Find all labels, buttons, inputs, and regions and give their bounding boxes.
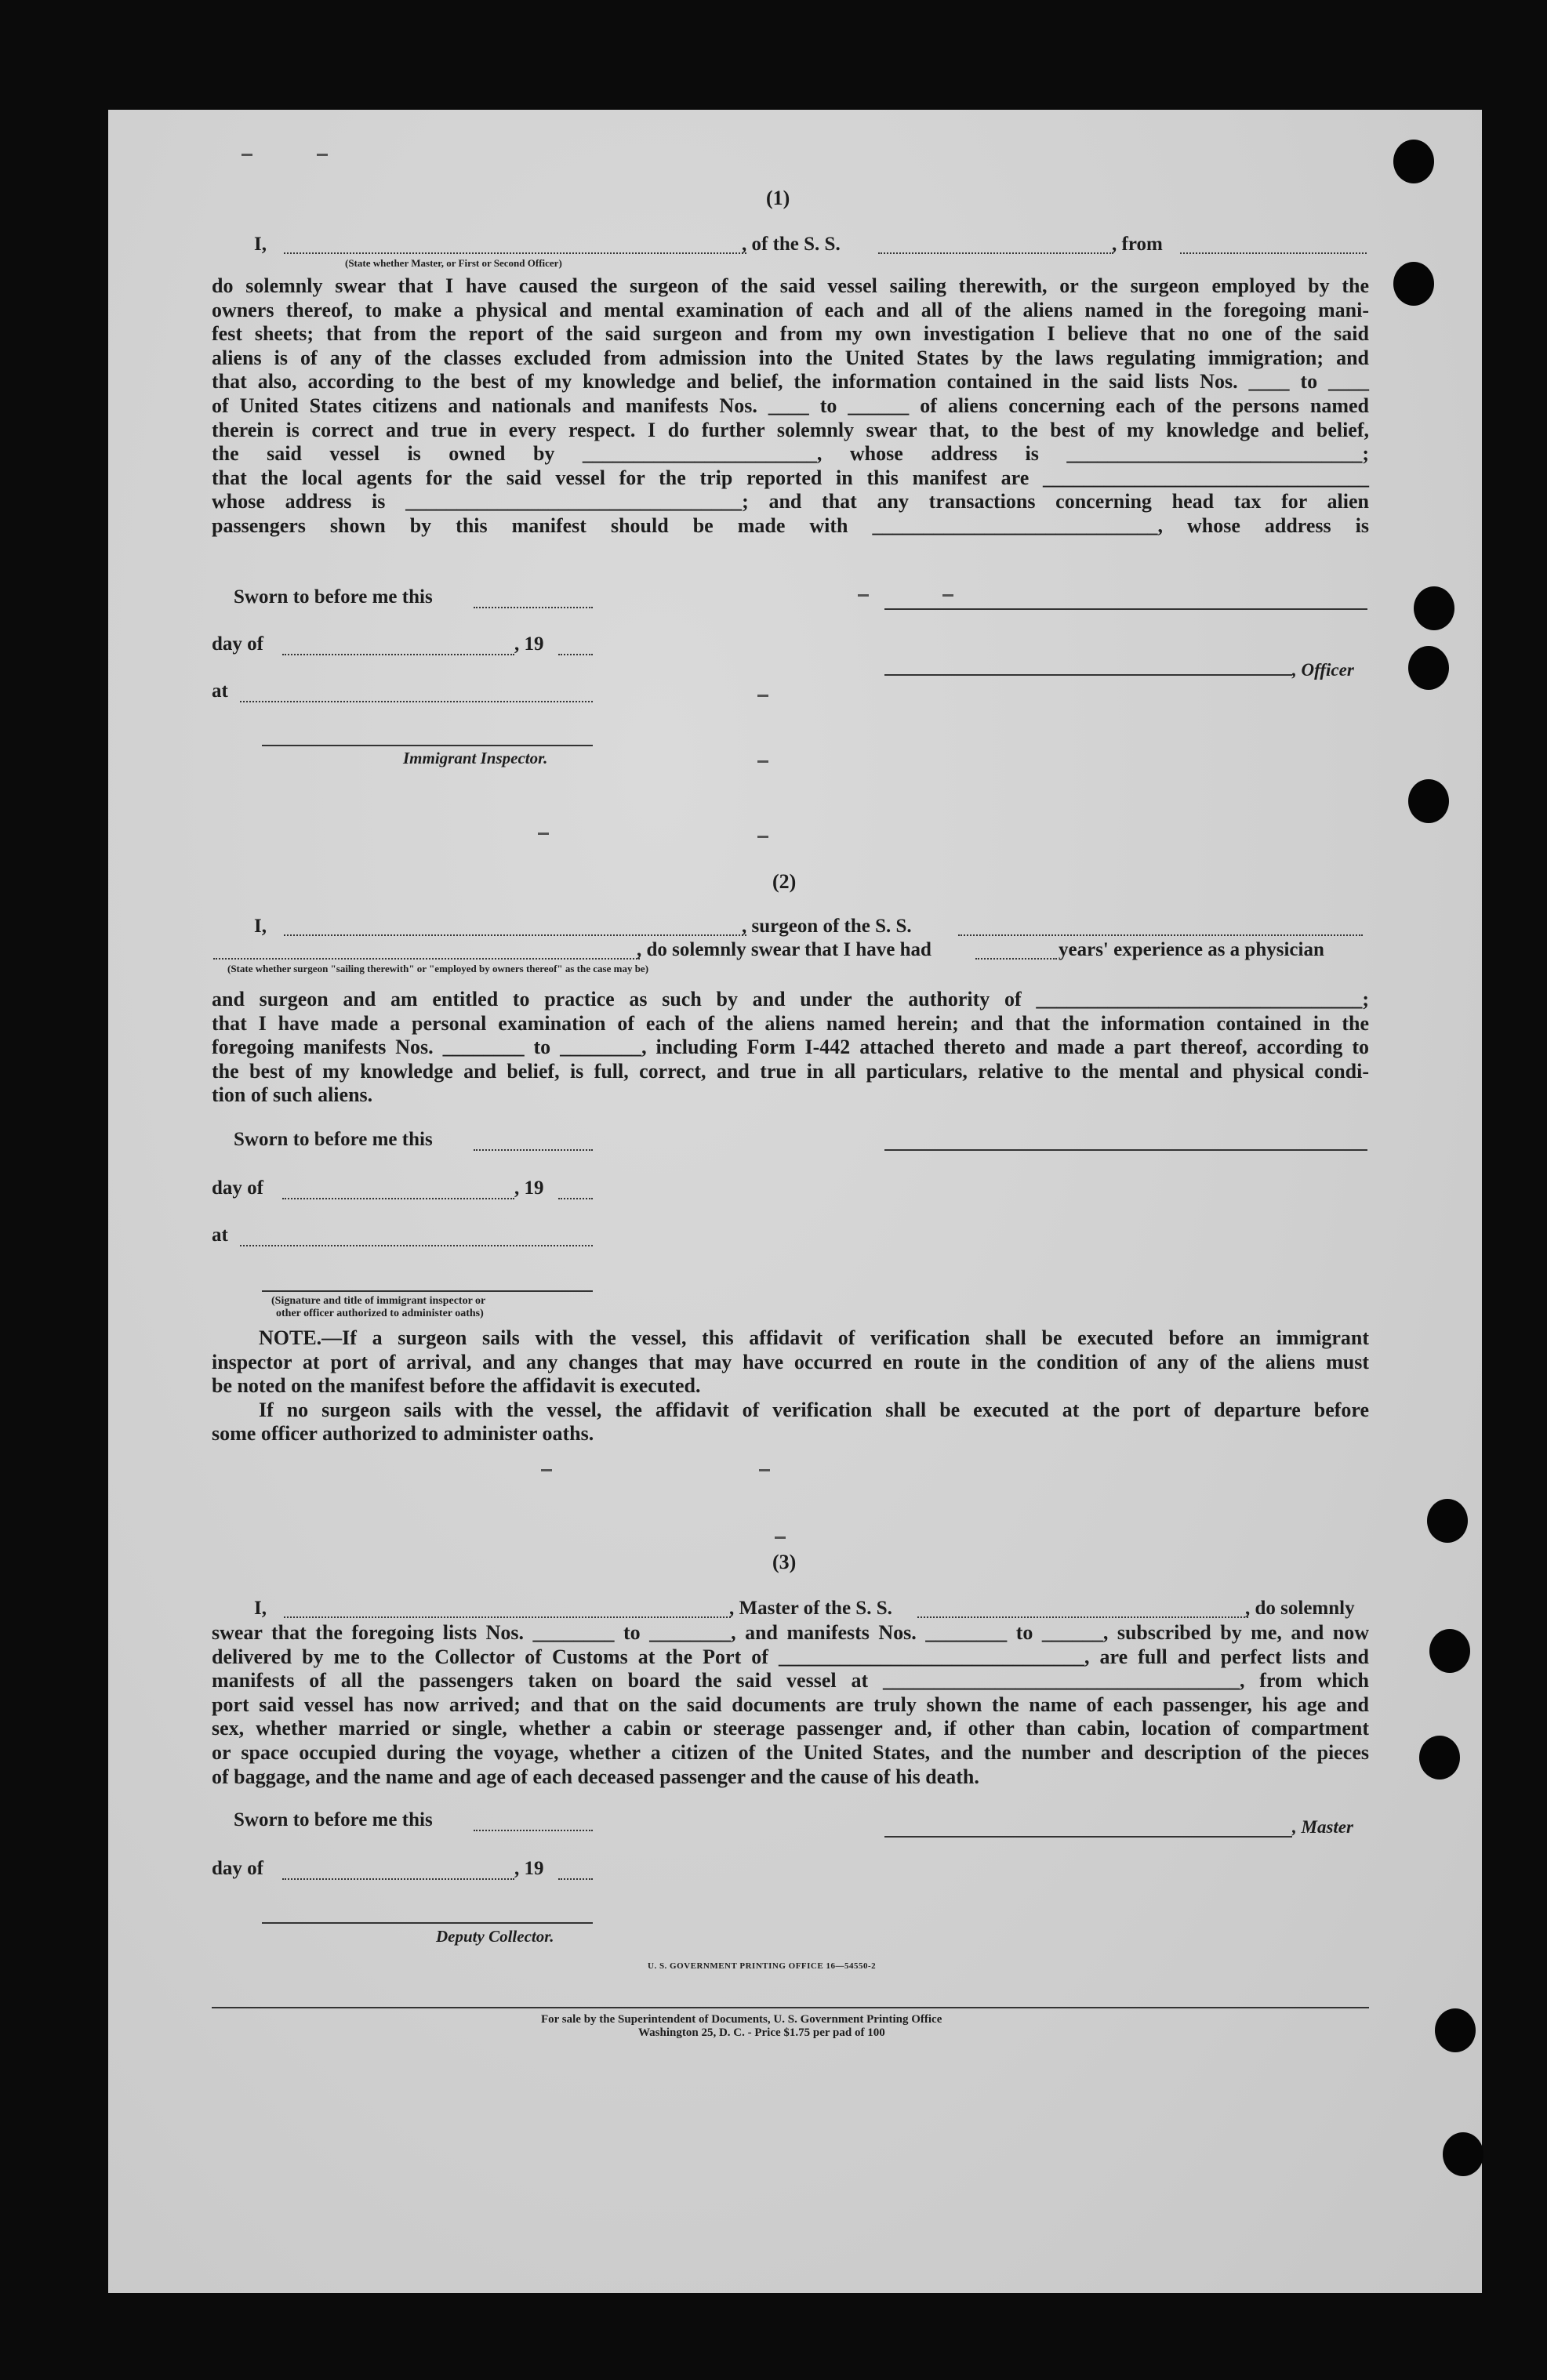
day-of-line bbox=[282, 1878, 514, 1880]
at-place-line bbox=[240, 1245, 593, 1246]
signer-note: other officer authorized to administer oaths) bbox=[276, 1308, 484, 1319]
at-place-line bbox=[240, 701, 593, 702]
footer-rule bbox=[212, 2007, 1369, 2008]
punch-hole bbox=[1414, 586, 1454, 630]
text-line: If no surgeon sails with the vessel, the affidavit of verification shall be executed at the port of departure before bbox=[259, 1398, 1369, 1421]
print-mark bbox=[759, 1469, 770, 1471]
master-of-label: , Master of the S. S. bbox=[729, 1598, 892, 1619]
from-label: , from bbox=[1112, 234, 1163, 255]
years-label: years' experience as a physician bbox=[1059, 939, 1324, 960]
sworn-label: Sworn to before me this bbox=[234, 1809, 433, 1830]
text-line: the said vessel is owned by _______________________, whose address is _____________________________; bbox=[212, 442, 1369, 466]
text-line: NOTE.—If a surgeon sails with the vessel, this affidavit of verification shall be executed before an immigrant bbox=[259, 1326, 1369, 1349]
inspector-signature-line bbox=[262, 1290, 593, 1292]
at-label: at bbox=[212, 680, 228, 702]
print-mark bbox=[317, 154, 328, 156]
inspector-signature-line bbox=[262, 745, 593, 746]
sworn-day-line bbox=[474, 1830, 593, 1831]
inspector-label: Immigrant Inspector. bbox=[403, 749, 548, 767]
punch-hole bbox=[1435, 2008, 1476, 2052]
punch-hole bbox=[1443, 2132, 1483, 2176]
collector-label: Deputy Collector. bbox=[436, 1927, 554, 1946]
of-the-ss-label: , of the S. S. bbox=[742, 234, 841, 255]
text-line: of United States citizens and nationals and manifests Nos. ____ to ______ of aliens concerning each of the persons named bbox=[212, 394, 1369, 417]
text-line: tion of such aliens. bbox=[212, 1083, 373, 1107]
punch-hole bbox=[1408, 646, 1449, 690]
print-mark bbox=[538, 833, 549, 835]
section-3-oath-text bbox=[212, 1621, 1369, 1789]
sale-line: Washington 25, D. C. - Price $1.75 per pad of 100 bbox=[638, 2026, 885, 2039]
day-of-line bbox=[282, 654, 514, 655]
text-line: delivered by me to the Collector of Customs at the Port of ______________________________, are full and perfect lists and bbox=[212, 1645, 1369, 1668]
text-line: aliens is of any of the classes excluded from admission into the United States by the laws regulating immigration; and bbox=[212, 346, 1369, 369]
year-line bbox=[558, 1878, 593, 1880]
master-vessel-line bbox=[917, 1616, 1248, 1618]
signature-line bbox=[884, 608, 1367, 610]
collector-signature-line bbox=[262, 1922, 593, 1924]
signer-note: (Signature and title of immigrant inspector or bbox=[271, 1295, 486, 1307]
sworn-day-line bbox=[474, 1149, 593, 1151]
print-mark bbox=[757, 695, 768, 697]
from-port-line bbox=[1180, 252, 1367, 254]
year-line bbox=[558, 1198, 593, 1199]
text-line: fest sheets; that from the report of the said surgeon and from my own investigation I believe that no one of the said bbox=[212, 322, 1369, 346]
text-line: inspector at port of arrival, and any changes that may have occurred en route in the condition of any of the aliens must bbox=[212, 1350, 1369, 1373]
note-text bbox=[212, 1326, 1369, 1446]
print-mark bbox=[541, 1469, 552, 1471]
text-line: owners thereof, to make a physical and mental examination of each and all of the aliens named in the foregoing mani- bbox=[212, 298, 1369, 321]
master-label: , Master bbox=[1292, 1817, 1353, 1837]
print-mark bbox=[775, 1536, 786, 1539]
print-mark bbox=[757, 836, 768, 838]
oath-prefix: I, bbox=[254, 1598, 267, 1619]
year-label: , 19 bbox=[514, 633, 544, 655]
text-line: that the local agents for the said vessel for the trip reported in this manifest are ________________________________ bbox=[212, 466, 1369, 489]
vessel-name-line bbox=[878, 252, 1113, 254]
officer-note: (State whether Master, or First or Second Officer) bbox=[345, 257, 562, 269]
master-name-line bbox=[284, 1616, 731, 1618]
print-mark bbox=[241, 154, 252, 156]
oath-prefix: I, bbox=[254, 916, 267, 937]
text-line: and surgeon and am entitled to practice as such by and under the authority of ________________________________; bbox=[212, 988, 1369, 1010]
day-of-line bbox=[282, 1198, 514, 1199]
sale-line: For sale by the Superintendent of Documents, U. S. Government Printing Office bbox=[541, 2013, 942, 2026]
day-of-label: day of bbox=[212, 1177, 263, 1199]
text-line: that also, according to the best of my knowledge and belief, the information contained in the said lists Nos. ____ to ____ bbox=[212, 370, 1369, 394]
sworn-day-line bbox=[474, 607, 593, 608]
punch-hole bbox=[1393, 140, 1434, 183]
master-signature-line bbox=[884, 1836, 1292, 1838]
day-of-label: day of bbox=[212, 633, 263, 655]
year-label: , 19 bbox=[514, 1177, 544, 1199]
punch-hole bbox=[1429, 1629, 1470, 1673]
punch-hole bbox=[1419, 1736, 1460, 1780]
text-line: therein is correct and true in every respect. I do further solemnly swear that, to the best of my knowledge and belief, bbox=[212, 418, 1369, 441]
text-line: do solemnly swear that I have caused the surgeon of the said vessel sailing therewith, or the surgeon employed by the bbox=[212, 274, 1369, 297]
punch-hole bbox=[1427, 1499, 1468, 1543]
section-3-number: (3) bbox=[772, 1551, 797, 1573]
section-2-number: (2) bbox=[772, 870, 797, 893]
print-mark bbox=[757, 760, 768, 763]
text-line: some officer authorized to administer oaths. bbox=[212, 1422, 594, 1446]
surgeon-note: (State whether surgeon "sailing therewith" or "employed by owners thereof" as the case may be) bbox=[227, 963, 649, 974]
text-line: port said vessel has now arrived; and that on the said documents are truly shown the name of each passenger, his age and bbox=[212, 1692, 1369, 1716]
year-label: , 19 bbox=[514, 1858, 544, 1879]
print-mark bbox=[942, 594, 953, 597]
officer-label: , Officer bbox=[1292, 660, 1354, 680]
at-label: at bbox=[212, 1224, 228, 1246]
punch-hole bbox=[1408, 779, 1449, 823]
oath-prefix: I, bbox=[254, 234, 267, 255]
text-line: that I have made a personal examination of each of the aliens named herein; and that the information contained in the bbox=[212, 1011, 1369, 1035]
section-1-number: (1) bbox=[766, 187, 790, 209]
officer-signature-line bbox=[884, 674, 1292, 676]
text-line: foregoing manifests Nos. ________ to ________, including Form I-442 attached thereto and made a part thereof, according to bbox=[212, 1036, 1369, 1059]
print-mark bbox=[858, 594, 869, 597]
surgeon-signature-line bbox=[884, 1149, 1367, 1151]
sworn-label: Sworn to before me this bbox=[234, 1129, 433, 1150]
text-line: sex, whether married or single, whether a cabin or steerage passenger and, if other than cabin, location of compartment bbox=[212, 1717, 1369, 1740]
sworn-label: Sworn to before me this bbox=[234, 586, 433, 608]
day-of-label: day of bbox=[212, 1858, 263, 1879]
text-line: passengers shown by this manifest should be made with ____________________________, whose address is bbox=[212, 513, 1369, 537]
officer-name-line bbox=[284, 252, 746, 254]
text-line: swear that the foregoing lists Nos. ________ to ________, and manifests Nos. ________ to ______, subscribed by me, and now bbox=[212, 1621, 1369, 1644]
printer-line: U. S. GOVERNMENT PRINTING OFFICE 16—54550-2 bbox=[648, 1961, 877, 1971]
text-line: or space occupied during the voyage, whether a citizen of the United States, and the number and description of the pieces bbox=[212, 1740, 1369, 1764]
year-line bbox=[558, 654, 593, 655]
surgeon-vessel-line bbox=[958, 934, 1363, 936]
years-line bbox=[975, 958, 1057, 960]
solemnly-label: , do solemnly bbox=[1245, 1598, 1355, 1619]
surgeon-name-line bbox=[284, 934, 746, 936]
text-line: of baggage, and the name and age of each deceased passenger and the cause of his death. bbox=[212, 1765, 979, 1788]
text-line: manifests of all the passengers taken on board the said vessel at ___________________________________, from which bbox=[212, 1669, 1369, 1692]
text-line: be noted on the manifest before the affidavit is executed. bbox=[212, 1374, 701, 1398]
surgeon-status-line bbox=[213, 958, 640, 960]
surgeon-of-label: , surgeon of the S. S. bbox=[742, 916, 912, 937]
swear-label: , do solemnly swear that I have had bbox=[637, 939, 931, 960]
section-2-oath-text bbox=[212, 988, 1369, 1108]
punch-hole bbox=[1393, 262, 1434, 306]
section-1-oath-text bbox=[212, 274, 1369, 539]
text-line: the best of my knowledge and belief, is full, correct, and true in all particulars, relative to the mental and physical condi- bbox=[212, 1059, 1369, 1083]
text-line: whose address is _________________________________; and that any transactions concerning head tax for alien bbox=[212, 490, 1369, 513]
